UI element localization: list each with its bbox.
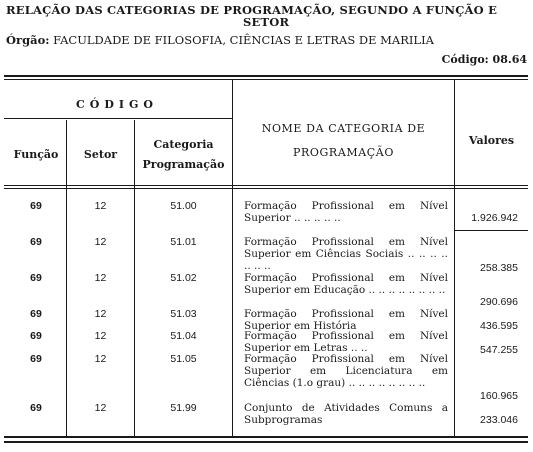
row-valor: 436.595 (480, 320, 518, 332)
row-nome: Formação Profissional em Nível Superior em Licenciatura em Ciências (1.o grau) .. .. .. .. .. .. .. .. (244, 353, 448, 389)
header-categoria-line1: Categoria (153, 138, 214, 151)
row-categoria: 51.02 (170, 272, 197, 284)
row-categoria: 51.03 (170, 308, 197, 320)
row-setor: 12 (94, 353, 107, 365)
header-valores: Valores (468, 134, 515, 147)
organ-value: FACULDADE DE FILOSOFIA, CIÊNCIAS E LETRAS DE MARILIA (53, 33, 434, 47)
header-bottom-rule (4, 185, 528, 186)
row-valor: 1.926.942 (471, 212, 518, 224)
codigo-header: CÓDIGO (76, 98, 158, 111)
row-setor: 12 (94, 402, 107, 414)
row-setor: 12 (94, 236, 107, 248)
row-funcao: 69 (30, 402, 42, 414)
row-funcao: 69 (30, 353, 42, 365)
header-nome-line2: PROGRAMAÇÃO (293, 146, 394, 159)
row-nome: Formação Profissional em Nível Superior em Letras .. .. (244, 330, 448, 354)
organ-label: Órgão: (6, 33, 50, 47)
row-nome: Conjunto de Atividades Comuns a Subprogramas (244, 402, 448, 426)
row-funcao: 69 (30, 236, 42, 248)
document-code: Código: 08.64 (441, 53, 527, 66)
organ-line (6, 33, 434, 47)
table-top-rule-1 (4, 75, 528, 77)
table-bottom-rule-1 (4, 436, 528, 438)
row-categoria: 51.99 (170, 402, 197, 414)
row-valor: 233.046 (480, 414, 518, 426)
row-valor: 258.385 (480, 262, 518, 274)
row-setor: 12 (94, 200, 107, 212)
header-categoria-line2: Programação (142, 158, 225, 171)
row-categoria: 51.00 (170, 200, 197, 212)
row-funcao: 69 (30, 200, 42, 212)
row-funcao: 69 (30, 308, 42, 320)
header-setor: Setor (83, 148, 118, 161)
codigo-underline (4, 118, 232, 119)
header-funcao: Função (13, 148, 59, 161)
row-valor: 547.255 (480, 344, 518, 356)
table-bottom-rule-2 (4, 441, 528, 443)
row-valor: 160.965 (480, 390, 518, 402)
row-funcao: 69 (30, 272, 42, 284)
row-nome: Formação Profissional em Nível Superior .. .. .. .. .. (244, 200, 448, 224)
row-setor: 12 (94, 272, 107, 284)
row-setor: 12 (94, 308, 107, 320)
row-nome: Formação Profissional em Nível Superior em História (244, 308, 448, 332)
header-bottom-rule-2 (4, 188, 528, 189)
row-valor: 290.696 (480, 296, 518, 308)
document-title-line1: RELAÇÃO DAS CATEGORIAS DE PROGRAMAÇÃO, SEGUNDO A FUNÇÃO E (6, 3, 498, 17)
row-categoria: 51.05 (170, 353, 197, 365)
row-nome: Formação Profissional em Nível Superior em Educação .. .. .. .. .. .. .. .. (244, 272, 448, 296)
value-underline (454, 230, 528, 231)
row-funcao: 69 (30, 330, 42, 342)
table-top-rule-2 (4, 79, 528, 80)
document-title-line2: SETOR (243, 15, 290, 29)
row-nome: Formação Profissional em Nível Superior em Ciências Sociais .. .. .. .. .. .. .. (244, 236, 448, 272)
row-categoria: 51.04 (170, 330, 197, 342)
row-setor: 12 (94, 330, 107, 342)
header-nome-line1: NOME DA CATEGORIA DE (261, 122, 426, 135)
row-categoria: 51.01 (170, 236, 197, 248)
